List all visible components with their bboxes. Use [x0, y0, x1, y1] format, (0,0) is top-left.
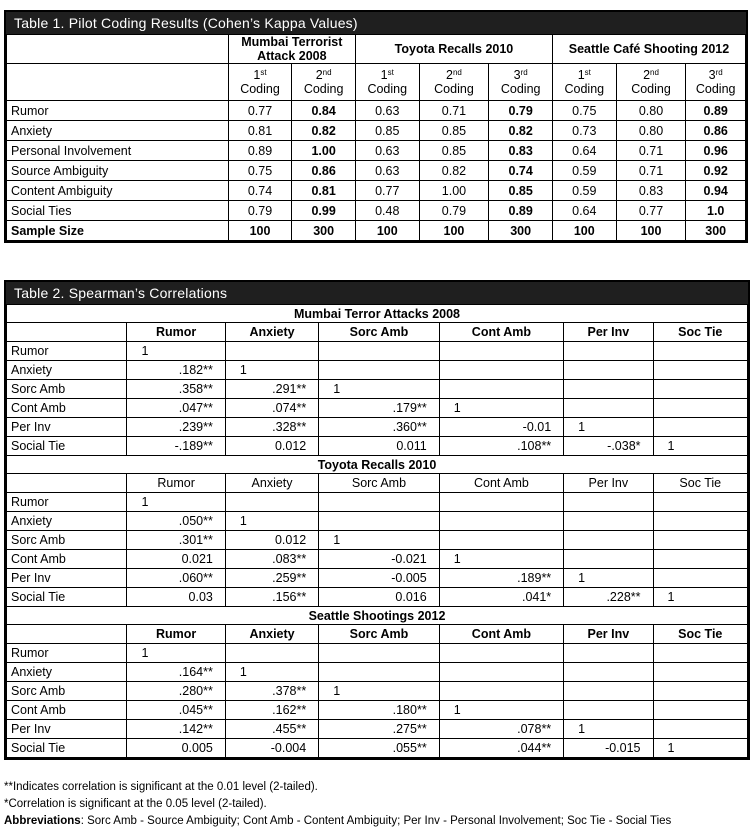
coding-word: Coding — [240, 82, 280, 96]
kappa-cell: 0.75 — [228, 161, 292, 181]
coding-header — [419, 64, 489, 101]
column-header: Rumor — [127, 474, 225, 493]
kappa-cell: 0.96 — [686, 141, 746, 161]
kappa-row — [7, 141, 746, 161]
correlation-cell — [319, 512, 439, 531]
kappa-row — [7, 181, 746, 201]
abbreviations-label: Abbreviations — [4, 815, 81, 827]
kappa-cell: 1.00 — [419, 181, 489, 201]
kappa-row — [7, 121, 746, 141]
correlation-cell — [564, 550, 653, 569]
coding-ordinal: nd — [322, 68, 332, 77]
sample-size-cell: 100 — [355, 221, 419, 241]
group-header-toyota: Toyota Recalls 2010 — [355, 35, 552, 64]
kappa-cell: 0.64 — [552, 201, 616, 221]
kappa-cell: 0.83 — [489, 141, 553, 161]
correlation-cell — [439, 644, 563, 663]
row-label: Rumor — [7, 493, 127, 512]
correlation-cell — [653, 361, 747, 380]
correlation-cell: .162** — [225, 701, 318, 720]
table2-caption: Table 2. Spearman’s Correlations — [6, 282, 748, 304]
kappa-cell: 0.77 — [228, 101, 292, 121]
correlation-cell: .055** — [319, 739, 439, 758]
coding-word: Coding — [500, 82, 541, 96]
coding-word: Coding — [564, 82, 605, 96]
column-header: Rumor — [127, 625, 225, 644]
kappa-cell: 0.82 — [489, 121, 553, 141]
correlation-cell — [439, 361, 563, 380]
correlation-cell: 0.021 — [127, 550, 225, 569]
coding-ordinal: rd — [715, 68, 723, 77]
correlation-cell — [319, 493, 439, 512]
kappa-cell: 0.63 — [355, 101, 419, 121]
kappa-cell: 0.59 — [552, 181, 616, 201]
kappa-cell: 0.73 — [552, 121, 616, 141]
kappa-row — [7, 101, 746, 121]
correlation-row — [7, 437, 748, 456]
correlation-cell: .044** — [439, 739, 563, 758]
coding-header — [489, 64, 553, 101]
group-header-mumbai — [228, 35, 355, 64]
correlation-cell — [564, 399, 653, 418]
correlation-cell: 1 — [564, 720, 653, 739]
correlation-cell — [653, 644, 747, 663]
row-label: Cont Amb — [7, 701, 127, 720]
correlation-cell — [653, 380, 747, 399]
correlation-cell: 0.03 — [127, 588, 225, 607]
correlation-cell: 1 — [225, 663, 318, 682]
correlation-cell: 0.012 — [225, 531, 318, 550]
correlation-row — [7, 644, 748, 663]
kappa-cell: 0.63 — [355, 161, 419, 181]
table1-container — [4, 10, 748, 243]
correlation-cell: -.038* — [564, 437, 653, 456]
coding-number: 1 — [577, 68, 585, 82]
kappa-cell: 0.89 — [489, 201, 553, 221]
empty-corner — [7, 625, 127, 644]
group-header-line: Attack 2008 — [257, 49, 327, 63]
kappa-cell: 0.80 — [616, 121, 686, 141]
kappa-cell: 0.84 — [292, 101, 356, 121]
correlation-cell — [564, 342, 653, 361]
correlation-cell: 1 — [653, 588, 747, 607]
correlation-cell — [564, 380, 653, 399]
correlation-cell — [225, 493, 318, 512]
column-header: Sorc Amb — [319, 625, 439, 644]
row-label: Per Inv — [7, 720, 127, 739]
kappa-cell: 0.85 — [489, 181, 553, 201]
correlation-cell — [319, 361, 439, 380]
sample-size-cell: 300 — [489, 221, 553, 241]
column-header: Anxiety — [225, 625, 318, 644]
section-title-row — [7, 305, 748, 323]
group-header-row — [7, 35, 746, 64]
column-header: Anxiety — [225, 474, 318, 493]
correlation-cell: .060** — [127, 569, 225, 588]
kappa-cell: 0.89 — [228, 141, 292, 161]
correlation-row — [7, 380, 748, 399]
section-title: Seattle Shootings 2012 — [7, 607, 748, 625]
kappa-cell: 0.79 — [228, 201, 292, 221]
row-label: Rumor — [7, 644, 127, 663]
row-label: Rumor — [7, 101, 229, 121]
correlation-cell: 1 — [127, 342, 225, 361]
row-label: Social Tie — [7, 437, 127, 456]
kappa-cell: 0.74 — [228, 181, 292, 201]
correlation-row — [7, 418, 748, 437]
correlation-cell: .156** — [225, 588, 318, 607]
correlation-cell: .455** — [225, 720, 318, 739]
kappa-cell: 0.99 — [292, 201, 356, 221]
row-label: Source Ambiguity — [7, 161, 229, 181]
kappa-cell: 0.77 — [355, 181, 419, 201]
kappa-cell: 0.59 — [552, 161, 616, 181]
correlation-cell: 1 — [225, 361, 318, 380]
row-label: Social Tie — [7, 739, 127, 758]
coding-ordinal: nd — [452, 68, 462, 77]
correlation-cell — [653, 682, 747, 701]
group-header-seattle: Seattle Café Shooting 2012 — [552, 35, 745, 64]
correlation-cell: .045** — [127, 701, 225, 720]
abbreviations-text: : Sorc Amb - Source Ambiguity; Cont Amb - Content Ambiguity; Per Inv - Personal Involvement; Soc Tie - Social Ties — [80, 815, 672, 827]
kappa-cell: 0.89 — [686, 101, 746, 121]
correlation-cell: .108** — [439, 437, 563, 456]
row-label: Per Inv — [7, 569, 127, 588]
correlation-cell: 1 — [653, 437, 747, 456]
correlation-cell: .050** — [127, 512, 225, 531]
correlation-cell: .301** — [127, 531, 225, 550]
column-header: Soc Tie — [653, 474, 747, 493]
correlation-cell: 1 — [439, 701, 563, 720]
column-header: Sorc Amb — [319, 323, 439, 342]
footnote-significance-001: **Indicates correlation is significant at the 0.01 level (2-tailed). — [4, 781, 318, 793]
row-label: Sorc Amb — [7, 682, 127, 701]
empty-corner — [7, 323, 127, 342]
kappa-cell: 0.71 — [419, 101, 489, 121]
row-label: Rumor — [7, 342, 127, 361]
correlation-cell: 1 — [319, 682, 439, 701]
correlation-row — [7, 569, 748, 588]
correlation-cell — [439, 663, 563, 682]
row-label: Cont Amb — [7, 399, 127, 418]
sample-size-cell: 100 — [552, 221, 616, 241]
column-header: Per Inv — [564, 474, 653, 493]
column-header: Per Inv — [564, 625, 653, 644]
coding-number: 1 — [380, 68, 388, 82]
correlation-row — [7, 399, 748, 418]
correlation-cell — [653, 418, 747, 437]
correlation-cell — [319, 663, 439, 682]
correlation-cell: 1 — [127, 644, 225, 663]
correlation-cell: .328** — [225, 418, 318, 437]
coding-header — [616, 64, 686, 101]
correlation-cell: 1 — [564, 569, 653, 588]
correlation-cell — [439, 531, 563, 550]
coding-header — [686, 64, 746, 101]
correlation-cell — [653, 663, 747, 682]
correlation-cell — [564, 701, 653, 720]
correlation-cell — [653, 512, 747, 531]
section-title: Toyota Recalls 2010 — [7, 456, 748, 474]
kappa-cell: 0.48 — [355, 201, 419, 221]
sample-size-row — [7, 221, 746, 241]
table2-container — [4, 280, 750, 760]
column-header: Cont Amb — [439, 474, 563, 493]
kappa-cell: 0.85 — [419, 141, 489, 161]
group-header-line: Mumbai Terrorist — [241, 35, 343, 49]
correlation-cell: .179** — [319, 399, 439, 418]
correlation-cell — [653, 720, 747, 739]
kappa-cell: 1.0 — [686, 201, 746, 221]
correlation-cell: .259** — [225, 569, 318, 588]
kappa-cell: 0.79 — [489, 101, 553, 121]
row-label: Sorc Amb — [7, 380, 127, 399]
kappa-cell: 0.71 — [616, 141, 686, 161]
kappa-cell: 0.75 — [552, 101, 616, 121]
row-label: Personal Involvement — [7, 141, 229, 161]
correlation-cell: -0.01 — [439, 418, 563, 437]
kappa-cell: 0.64 — [552, 141, 616, 161]
correlation-row — [7, 720, 748, 739]
column-header-row — [7, 323, 748, 342]
kappa-cell: 0.85 — [355, 121, 419, 141]
correlation-cell — [225, 342, 318, 361]
sample-size-cell: 100 — [616, 221, 686, 241]
section-title-row — [7, 456, 748, 474]
kappa-cell: 0.83 — [616, 181, 686, 201]
kappa-cell: 0.80 — [616, 101, 686, 121]
correlation-cell: .358** — [127, 380, 225, 399]
correlation-cell — [564, 663, 653, 682]
coding-word: Coding — [303, 82, 344, 96]
correlation-cell: 0.005 — [127, 739, 225, 758]
row-label: Anxiety — [7, 663, 127, 682]
correlation-cell — [319, 644, 439, 663]
correlation-cell: -0.004 — [225, 739, 318, 758]
correlation-row — [7, 342, 748, 361]
coding-ordinal: st — [387, 68, 394, 77]
correlation-cell: -0.005 — [319, 569, 439, 588]
coding-word: Coding — [434, 82, 474, 96]
correlation-cell — [439, 512, 563, 531]
coding-header — [552, 64, 616, 101]
kappa-cell: 0.71 — [616, 161, 686, 181]
correlation-cell — [564, 682, 653, 701]
kappa-cell: 0.74 — [489, 161, 553, 181]
row-label: Content Ambiguity — [7, 181, 229, 201]
coding-ordinal: nd — [650, 68, 659, 77]
correlation-cell: .180** — [319, 701, 439, 720]
correlation-cell: 1 — [319, 380, 439, 399]
row-label: Sorc Amb — [7, 531, 127, 550]
correlation-cell — [653, 399, 747, 418]
correlation-cell: .360** — [319, 418, 439, 437]
coding-number: 3 — [708, 68, 716, 82]
correlation-cell: .228** — [564, 588, 653, 607]
coding-number: 2 — [643, 68, 651, 82]
correlation-cell — [439, 342, 563, 361]
correlation-cell — [439, 493, 563, 512]
coding-ordinal: st — [260, 68, 267, 77]
coding-number: 3 — [513, 68, 521, 82]
coding-ordinal: st — [584, 68, 591, 77]
column-header: Cont Amb — [439, 625, 563, 644]
row-label: Per Inv — [7, 418, 127, 437]
empty-corner — [7, 64, 229, 101]
correlation-row — [7, 682, 748, 701]
coding-header — [228, 64, 292, 101]
correlation-cell: .142** — [127, 720, 225, 739]
column-header-row — [7, 474, 748, 493]
column-header: Rumor — [127, 323, 225, 342]
footnote-significance-005: *Correlation is significant at the 0.05 level (2-tailed). — [4, 798, 267, 810]
correlation-row — [7, 739, 748, 758]
row-label: Cont Amb — [7, 550, 127, 569]
correlation-cell — [225, 644, 318, 663]
sample-size-cell: 100 — [419, 221, 489, 241]
coding-header-row — [7, 64, 746, 101]
correlation-cell: .291** — [225, 380, 318, 399]
correlation-cell: 0.011 — [319, 437, 439, 456]
correlation-cell: .275** — [319, 720, 439, 739]
kappa-cell: 0.81 — [228, 121, 292, 141]
correlation-cell: -.189** — [127, 437, 225, 456]
column-header: Cont Amb — [439, 323, 563, 342]
correlation-cell: 1 — [225, 512, 318, 531]
table1-caption: Table 1. Pilot Coding Results (Cohen’s Kappa Values) — [6, 12, 746, 34]
kappa-cell: 0.82 — [292, 121, 356, 141]
correlation-row — [7, 493, 748, 512]
correlation-cell: 1 — [319, 531, 439, 550]
row-label: Social Tie — [7, 588, 127, 607]
section-title: Mumbai Terror Attacks 2008 — [7, 305, 748, 323]
column-header: Soc Tie — [653, 625, 747, 644]
kappa-cell: 1.00 — [292, 141, 356, 161]
correlation-cell: -0.015 — [564, 739, 653, 758]
coding-number: 2 — [446, 68, 453, 82]
kappa-cell: 0.94 — [686, 181, 746, 201]
coding-word: Coding — [695, 82, 736, 96]
correlation-cell: .280** — [127, 682, 225, 701]
correlation-cell: .074** — [225, 399, 318, 418]
correlation-cell — [564, 531, 653, 550]
correlation-cell: 0.016 — [319, 588, 439, 607]
correlation-cell: .047** — [127, 399, 225, 418]
coding-header — [292, 64, 356, 101]
kappa-cell: 0.82 — [419, 161, 489, 181]
kappa-table — [6, 34, 746, 241]
kappa-cell: 0.81 — [292, 181, 356, 201]
coding-word: Coding — [631, 82, 671, 96]
row-label: Anxiety — [7, 121, 229, 141]
correlation-cell — [319, 342, 439, 361]
section-title-row — [7, 607, 748, 625]
row-label: Anxiety — [7, 512, 127, 531]
correlation-cell: 1 — [439, 399, 563, 418]
correlation-cell — [653, 531, 747, 550]
kappa-row — [7, 161, 746, 181]
kappa-cell: 0.79 — [419, 201, 489, 221]
correlation-cell: .182** — [127, 361, 225, 380]
coding-ordinal: rd — [520, 68, 528, 77]
correlation-cell — [564, 512, 653, 531]
correlation-cell: 1 — [127, 493, 225, 512]
sample-size-cell: 300 — [686, 221, 746, 241]
sample-size-cell: 100 — [228, 221, 292, 241]
sample-size-cell: 300 — [292, 221, 356, 241]
correlation-cell: 1 — [439, 550, 563, 569]
footnotes — [4, 779, 749, 830]
kappa-cell: 0.86 — [686, 121, 746, 141]
correlation-cell — [564, 361, 653, 380]
correlation-cell — [653, 493, 747, 512]
correlation-cell: .378** — [225, 682, 318, 701]
correlation-cell: 1 — [564, 418, 653, 437]
correlation-cell: .189** — [439, 569, 563, 588]
correlation-cell — [564, 493, 653, 512]
correlation-row — [7, 701, 748, 720]
correlation-row — [7, 512, 748, 531]
column-header-row — [7, 625, 748, 644]
correlation-cell — [653, 569, 747, 588]
correlation-row — [7, 588, 748, 607]
correlation-cell: 1 — [653, 739, 747, 758]
correlation-cell: .078** — [439, 720, 563, 739]
correlation-cell — [653, 550, 747, 569]
correlation-cell: 0.012 — [225, 437, 318, 456]
correlation-row — [7, 361, 748, 380]
kappa-cell: 0.86 — [292, 161, 356, 181]
kappa-cell: 0.92 — [686, 161, 746, 181]
correlations-table — [6, 304, 748, 758]
column-header: Soc Tie — [653, 323, 747, 342]
kappa-cell: 0.63 — [355, 141, 419, 161]
empty-corner — [7, 474, 127, 493]
correlation-row — [7, 531, 748, 550]
empty-corner — [7, 35, 229, 64]
kappa-cell: 0.77 — [616, 201, 686, 221]
coding-number: 1 — [253, 68, 261, 82]
correlation-cell — [564, 644, 653, 663]
correlation-cell: .164** — [127, 663, 225, 682]
abbreviations-note — [4, 813, 749, 830]
kappa-cell: 0.85 — [419, 121, 489, 141]
coding-number: 2 — [315, 68, 323, 82]
column-header: Anxiety — [225, 323, 318, 342]
correlation-cell — [439, 380, 563, 399]
correlation-cell — [653, 342, 747, 361]
correlation-cell: -0.021 — [319, 550, 439, 569]
coding-header — [355, 64, 419, 101]
row-label: Anxiety — [7, 361, 127, 380]
coding-word: Coding — [367, 82, 408, 96]
column-header: Sorc Amb — [319, 474, 439, 493]
correlation-cell: .239** — [127, 418, 225, 437]
correlation-cell: .041* — [439, 588, 563, 607]
kappa-row — [7, 201, 746, 221]
row-label: Sample Size — [7, 221, 229, 241]
row-label: Social Ties — [7, 201, 229, 221]
correlation-row — [7, 550, 748, 569]
correlation-cell: .083** — [225, 550, 318, 569]
correlation-row — [7, 663, 748, 682]
correlation-cell — [653, 701, 747, 720]
correlation-cell — [439, 682, 563, 701]
column-header: Per Inv — [564, 323, 653, 342]
